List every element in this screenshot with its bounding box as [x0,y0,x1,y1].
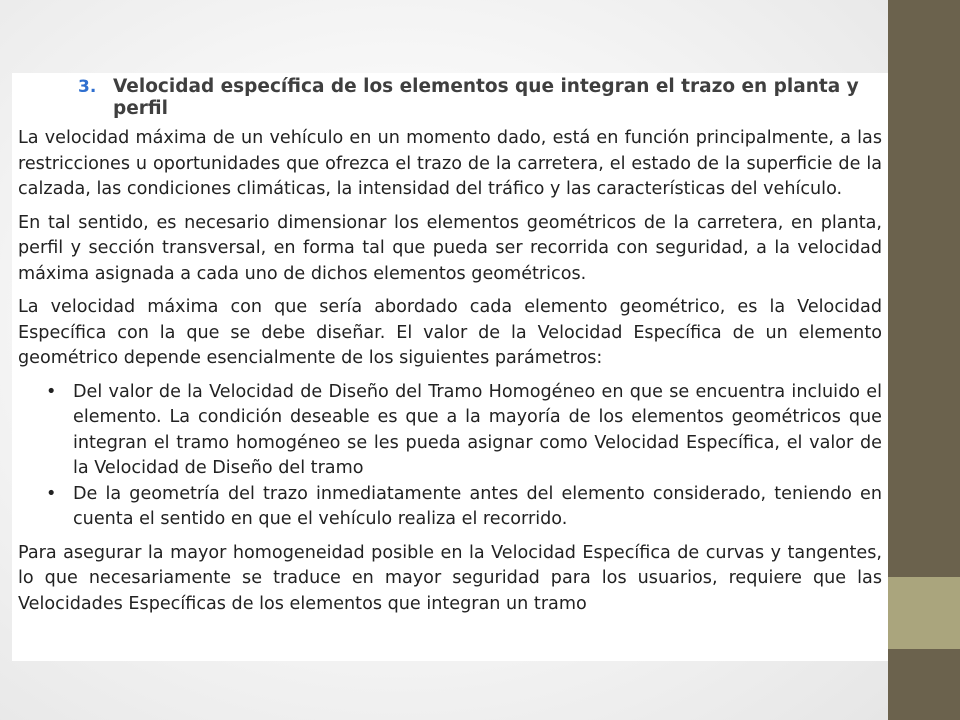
paragraph-3: La velocidad máxima con que sería abordado cada elemento geométrico, es la Velocidad Específica con la que se debe diseñar. El valor de la Velocidad Específica de un elemento geométrico depende esencialmente de los siguientes parámetros: [18,297,882,368]
section-number: 3. [78,77,97,97]
list-item [18,482,882,533]
side-accent-block [888,577,960,649]
paragraph-1: La velocidad máxima de un vehículo en un momento dado, está en función principalmente, a las restricciones u oportunidades que ofrezca el trazo de la carretera, el estado de la superficie de la calzada, las condiciones climáticas, la intensidad del tráfico y las características del vehículo. [18,128,882,199]
paragraph-2: En tal sentido, es necesario dimensionar los elementos geométricos de la carretera, en planta, perfil y sección transversal, en forma tal que pueda ser recorrida con seguridad, a la velocidad máxima asignada a cada uno de dichos elementos geométricos. [18,212,882,284]
section-heading [12,73,888,123]
bullet-icon: • [46,483,57,504]
closing-paragraph: Para asegurar la mayor homogeneidad posible en la Velocidad Específica de curvas y tangentes, lo que necesariamente se traduce en mayor seguridad para los usuarios, requiere que las Velocidades Específicas de los elementos que integran un tramo [18,542,882,614]
document-excerpt [12,73,888,661]
parameter-list [18,380,882,533]
list-item-text: Del valor de la Velocidad de Diseño del Tramo Homogéneo en que se encuentra incluido el elemento. La condición deseable es que a la mayoría de los elementos geométricos que integran el tramo homogéneo se les pueda asignar como Velocidad Específica, el valor de la Velocidad de Diseño del tramo [73,381,882,478]
document-body [18,126,882,625]
section-title: Velocidad específica de los elementos que integran el trazo en planta y perfil [113,76,859,119]
bullet-icon: • [46,381,57,402]
list-item-text: De la geometría del trazo inmediatamente antes del elemento considerado, teniendo en cuenta el sentido en que el vehículo realiza el recorrido. [73,483,882,529]
list-item [18,380,882,482]
